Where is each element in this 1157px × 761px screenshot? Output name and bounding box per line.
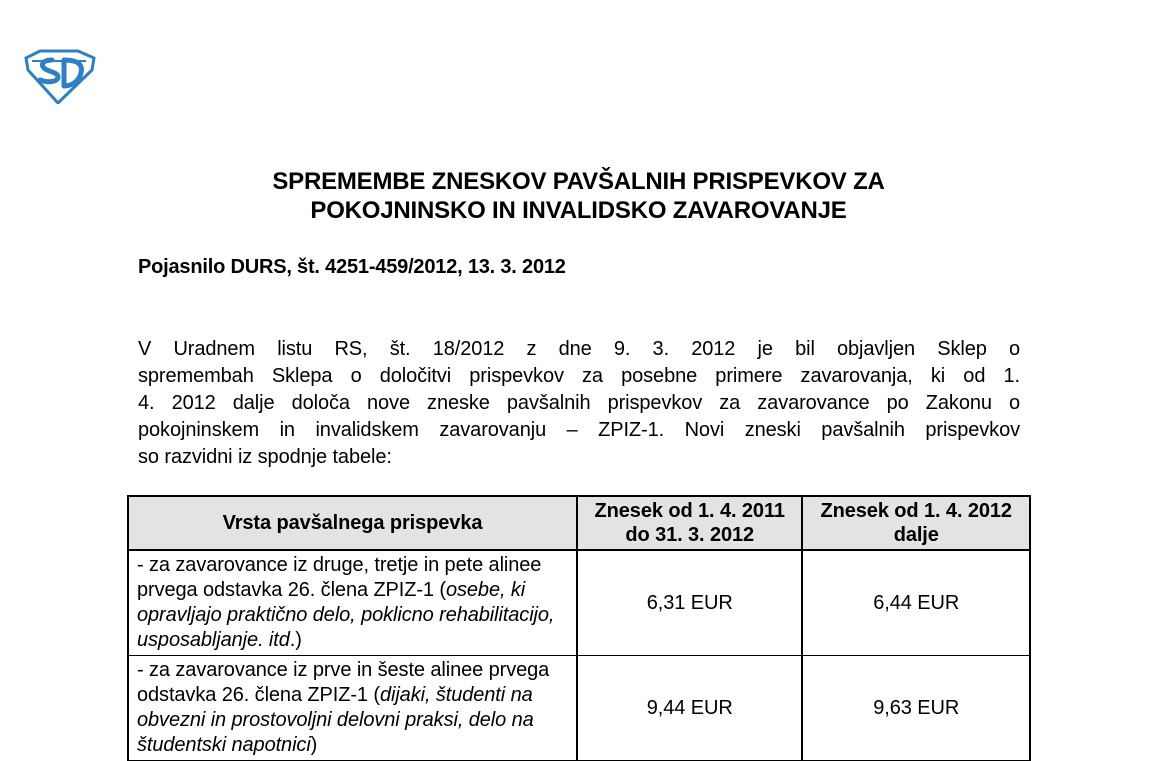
company-logo-icon (22, 48, 96, 104)
row-description: - za zavarovance iz druge, tretje in pete alinee prvega odstavka 26. člena ZPIZ-1 (osebe, ki opravljajo praktično delo, poklicno rehabilitacijo, usposabljanje. itd.) (128, 550, 577, 656)
contributions-table (127, 495, 1031, 761)
header-amount-2012: Znesek od 1. 4. 2012 dalje (802, 496, 1030, 550)
intro-paragraph (138, 336, 1020, 471)
header-amount-2011: Znesek od 1. 4. 2011 do 31. 3. 2012 (577, 496, 803, 550)
row-amount-2011: 6,31 EUR (577, 550, 803, 656)
header-contribution-type: Vrsta pavšalnega prispevka (128, 496, 577, 550)
row-amount-2012: 9,63 EUR (802, 656, 1030, 761)
title-line-2: POKOJNINSKO IN INVALIDSKO ZAVAROVANJE (310, 197, 847, 224)
table-header-row (128, 496, 1030, 550)
paragraph-line: 4. 2012 dalje določa nove zneske pavšalnih prispevkov za zavarovance po Zakonu o (138, 392, 1020, 414)
row-amount-2011: 9,44 EUR (577, 656, 803, 761)
table-row (128, 550, 1030, 656)
paragraph-line: so razvidni iz spodnje tabele: (138, 446, 392, 468)
paragraph-line: pokojninskem in invalidskem zavarovanju – ZPIZ-1. Novi zneski pavšalnih prispevkov (138, 419, 1020, 441)
title-line-1: SPREMEMBE ZNESKOV PAVŠALNIH PRISPEVKOV ZA (272, 168, 885, 195)
document-subtitle: Pojasnilo DURS, št. 4251-459/2012, 13. 3. 2012 (138, 256, 566, 278)
paragraph-line: V Uradnem listu RS, št. 18/2012 z dne 9. 3. 2012 je bil objavljen Sklep o (138, 338, 1020, 360)
row-amount-2012: 6,44 EUR (802, 550, 1030, 656)
document-title (0, 167, 1157, 225)
table-row (128, 656, 1030, 761)
row-description: - za zavarovance iz prve in šeste alinee prvega odstavka 26. člena ZPIZ-1 (dijaki, študenti na obvezni in prostovoljni delovni praksi, delo na študentski napotnici) (128, 656, 577, 761)
paragraph-line: spremembah Sklepa o določitvi prispevkov za posebne primere zavarovanja, ki od 1. (138, 365, 1020, 387)
